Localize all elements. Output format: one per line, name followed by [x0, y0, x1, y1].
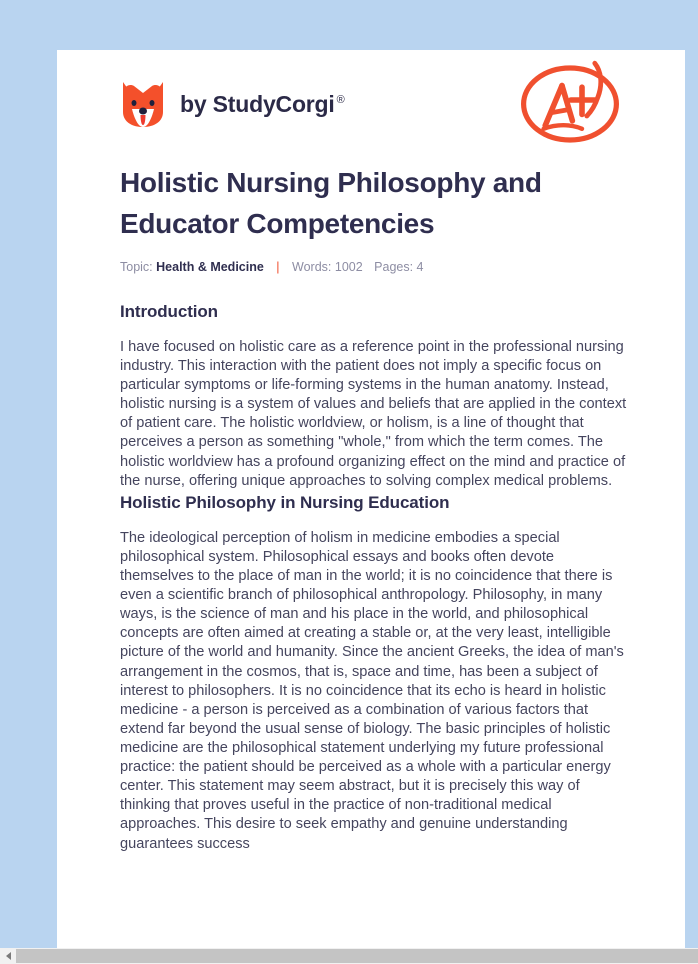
section-heading-holistic-philosophy: Holistic Philosophy in Nursing Education — [120, 492, 450, 512]
corgi-logo-icon — [120, 79, 166, 129]
meta-topic-value[interactable]: Health & Medicine — [156, 259, 264, 274]
section-paragraph-introduction: I have focused on holistic care as a reference point in the professional nursing industry. This interaction with the patient does not imply a specific focus on particular symptoms or life-forming systems in the human anatomy. Instead, holistic nursing is a system of values and beliefs that are applied in the context of patient care. The holistic worldview, or holism, is a line of thought that perceives a person as something "whole," from which the term comes. The holistic worldview has a profound organizing effect on the mind and practice of the nurse, offering unique approaches to solving complex medical problems. — [120, 338, 627, 489]
page-title: Holistic Nursing Philosophy and Educator Competencies — [120, 167, 542, 240]
horizontal-scrollbar[interactable] — [0, 948, 698, 964]
horizontal-scrollbar-thumb[interactable] — [16, 949, 698, 963]
section-paragraph-holistic-philosophy: The ideological perception of holism in medicine embodies a special philosophical system. Philosophical essays and books often devote themselves to the place of man in the world; it is no coincidence that there is even a scientific branch of philosophical anthropology. Philosophy, in many ways, is the science of man and his place in the world, and philosophical concepts are often aimed at creating a stable or, at the very least, intelligible picture of the world and humanity. Since the ancient Greeks, the idea of man's arrangement in the cosmos, that is, space and time, has been a subject of interest to philosophers. It is no coincidence that its echo is heard in holistic medicine - a person is perceived as a combination of various factors that extend far beyond the usual sense of biology. The basic principles of holistic medicine are the philosophical statement underlying my future professional practice: the patient should be perceived as a whole with a particular energy center. This statement may seem abstract, but it is precisely this way of thinking that proves useful in the practice of non-traditional medical approaches. This desire to seek empathy and genuine understanding guarantees success — [120, 529, 624, 852]
brand-prefix: by — [180, 90, 213, 117]
brand-name: StudyCorgi — [212, 90, 335, 117]
meta-separator: | — [276, 259, 280, 274]
section-heading-introduction: Introduction — [120, 301, 218, 321]
brand-block[interactable] — [120, 79, 345, 129]
meta-word-count: Words: 1002 — [292, 259, 363, 274]
document-content — [120, 50, 628, 854]
left-triangle-icon — [6, 952, 11, 960]
article-meta — [120, 260, 628, 274]
site-header — [120, 50, 628, 150]
meta-page-count: Pages: 4 — [374, 259, 424, 274]
scroll-left-arrow-icon[interactable] — [0, 948, 16, 964]
a-plus-grade-badge — [518, 60, 622, 148]
brand-wordmark — [180, 91, 345, 118]
registered-mark-icon: ® — [336, 93, 345, 106]
meta-topic-label: Topic: — [120, 259, 153, 274]
document-page — [57, 50, 685, 948]
